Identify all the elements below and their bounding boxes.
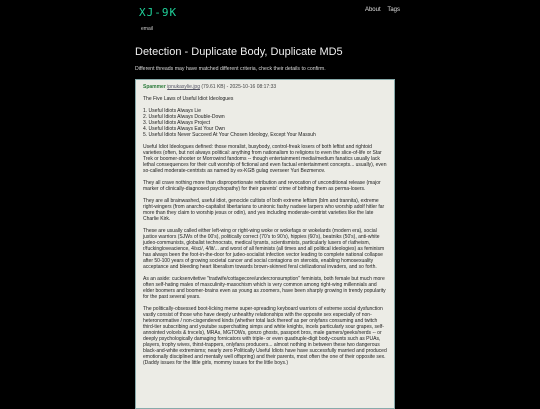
- law-item: 5. Useful Idiots Never Succeed At Your Chosen Ideology, Except Your Massuh: [143, 132, 316, 138]
- post-author: Spammer: [143, 84, 166, 90]
- post-card: [135, 79, 395, 409]
- post-paragraph: They all crave nothing more than disproportionate retribution and revocation of unconditional release (major marker of clinically-diagnosed psychopathy) for their parents' crime of birthing them as perma-losers.: [143, 180, 381, 192]
- post-meta: [143, 84, 387, 90]
- laws-list: [143, 108, 387, 138]
- logo-subtitle-email[interactable]: email: [141, 26, 153, 32]
- law-item: 1. Useful Idiots Always Lie: [143, 108, 202, 114]
- post-paragraph: The politically-obsessed boot-licking meme super-spreading keyboard warriors of extreme social dysfunction vastly consist of those who have deeply unhealthy relationships with the opposite sex especially of non-heteronormative / non-cisgendered kinds (whether total lack thereof as per onlyfans consuming and twitch third-tier subscribing and youtube superchatting simps and white knights, incels particularly sour grapes, self-annointed volcels & trvcels), MRAs, MGTOWs, gonzo ghosts, passport bros, male gamers/geeks/nerds -- or deeply psychologically damaging fornicators with triple- or even quadruple-digit body-counts such as PUAs, players, trophy wives, thirst-trappers, onlyfans producers... almost nothing in between these two dangerous black-and-white extremisms; nearly zero Politically Useful Idiots have have successfully married and produced emotionally disciplined and mentally well offspring) and their parents, most often the one of their opposite sex. (Daddy issues for the little girls, mommy issues for the little boys.): [143, 306, 387, 366]
- post-paragraph: They are all brainwashed, useful idiot, genocide cultists of both extreme leftism (blm and trannita), extreme right-wingers (from anarcho-capitalist libertarians to unironic fashy nadsee larpers who worship adolf hitler far more than they claim to worship jesus or odin), and yes including moderate-centrist varieties like the late Charlie Kirk.: [143, 198, 385, 222]
- post-file-info: (79.61 KB) - 2025-10-16 08:17:33: [201, 84, 277, 90]
- post-paragraph: These are usually called either left-wing or right-wing woke or wokefags or wokelards (modern era), social justice warriors (SJWs of the 00's), politically correct (70's to 90's), hippies (60's), beatniks (50's), anti-white judeo-communists, globalist technocrats, medical tyrants, scientismists, particularly lusers of r/atheism, r/fuckingloveacience, 4/sci/, 4/lit/... and worst of all feminists (all times and all political ideologies) as feminism has always been the foot-in-the-door for judeo-socialist infection vector leading to complete national collapse after 50-100 years of growing societal cancer and social contagions on steroids, enabling homosexuality acceptance and bleeding heart liberalism towards brown-skinned feral civilizational invaders, and so forth.: [143, 228, 385, 270]
- top-nav: [360, 7, 400, 13]
- nav-tags-link[interactable]: Tags: [387, 7, 400, 13]
- post-heading: The Five Laws of Useful Idiot Ideologues: [143, 96, 234, 102]
- page-intro: Different threads may have matched different criteria, check their details to confirm.: [135, 66, 326, 72]
- post-paragraph: Useful Idiot Ideologues defined: those moralist, busybody, control-freak losers of both leftist and rightoid varieties (often, but not always political: anything from nationalism to religions to even the slice-of-life or Star Trek or boomer-shooter or Morrowind fandoms -- though entertainment media/medium fanatics usually lack lethal consequences for their cult worship of fictional and even factual entertainment concepts... usually), even so-called moderate-centrists as named by ex-KGB gulag overseer Yuri Bezmenov.: [143, 144, 387, 174]
- law-item: 3. Useful Idiots Always Project: [143, 120, 210, 126]
- post-paragraph: As an aside: cucksenvitetive "tradwife/cottagecore/undercronsumption" feminists, both female but much more often self-hating males of masculinity-masochism which is very common among right-wing millennials and elder boomers and boomer-brains even as young as zoomers, have been sharply growing in trendy popularity for the past several years.: [143, 276, 386, 300]
- law-item: 4. Useful Idiots Always Eat Your Own: [143, 126, 225, 132]
- site-logo[interactable]: XJ-9K: [139, 6, 178, 19]
- site-header: [0, 0, 540, 50]
- law-item: 2. Useful Idiots Always Double-Down: [143, 114, 225, 120]
- nav-about-link[interactable]: About: [364, 7, 381, 13]
- page-title: Detection - Duplicate Body, Duplicate MD5: [135, 46, 343, 58]
- post-file-link[interactable]: ipnukasylie.jpg: [167, 84, 200, 90]
